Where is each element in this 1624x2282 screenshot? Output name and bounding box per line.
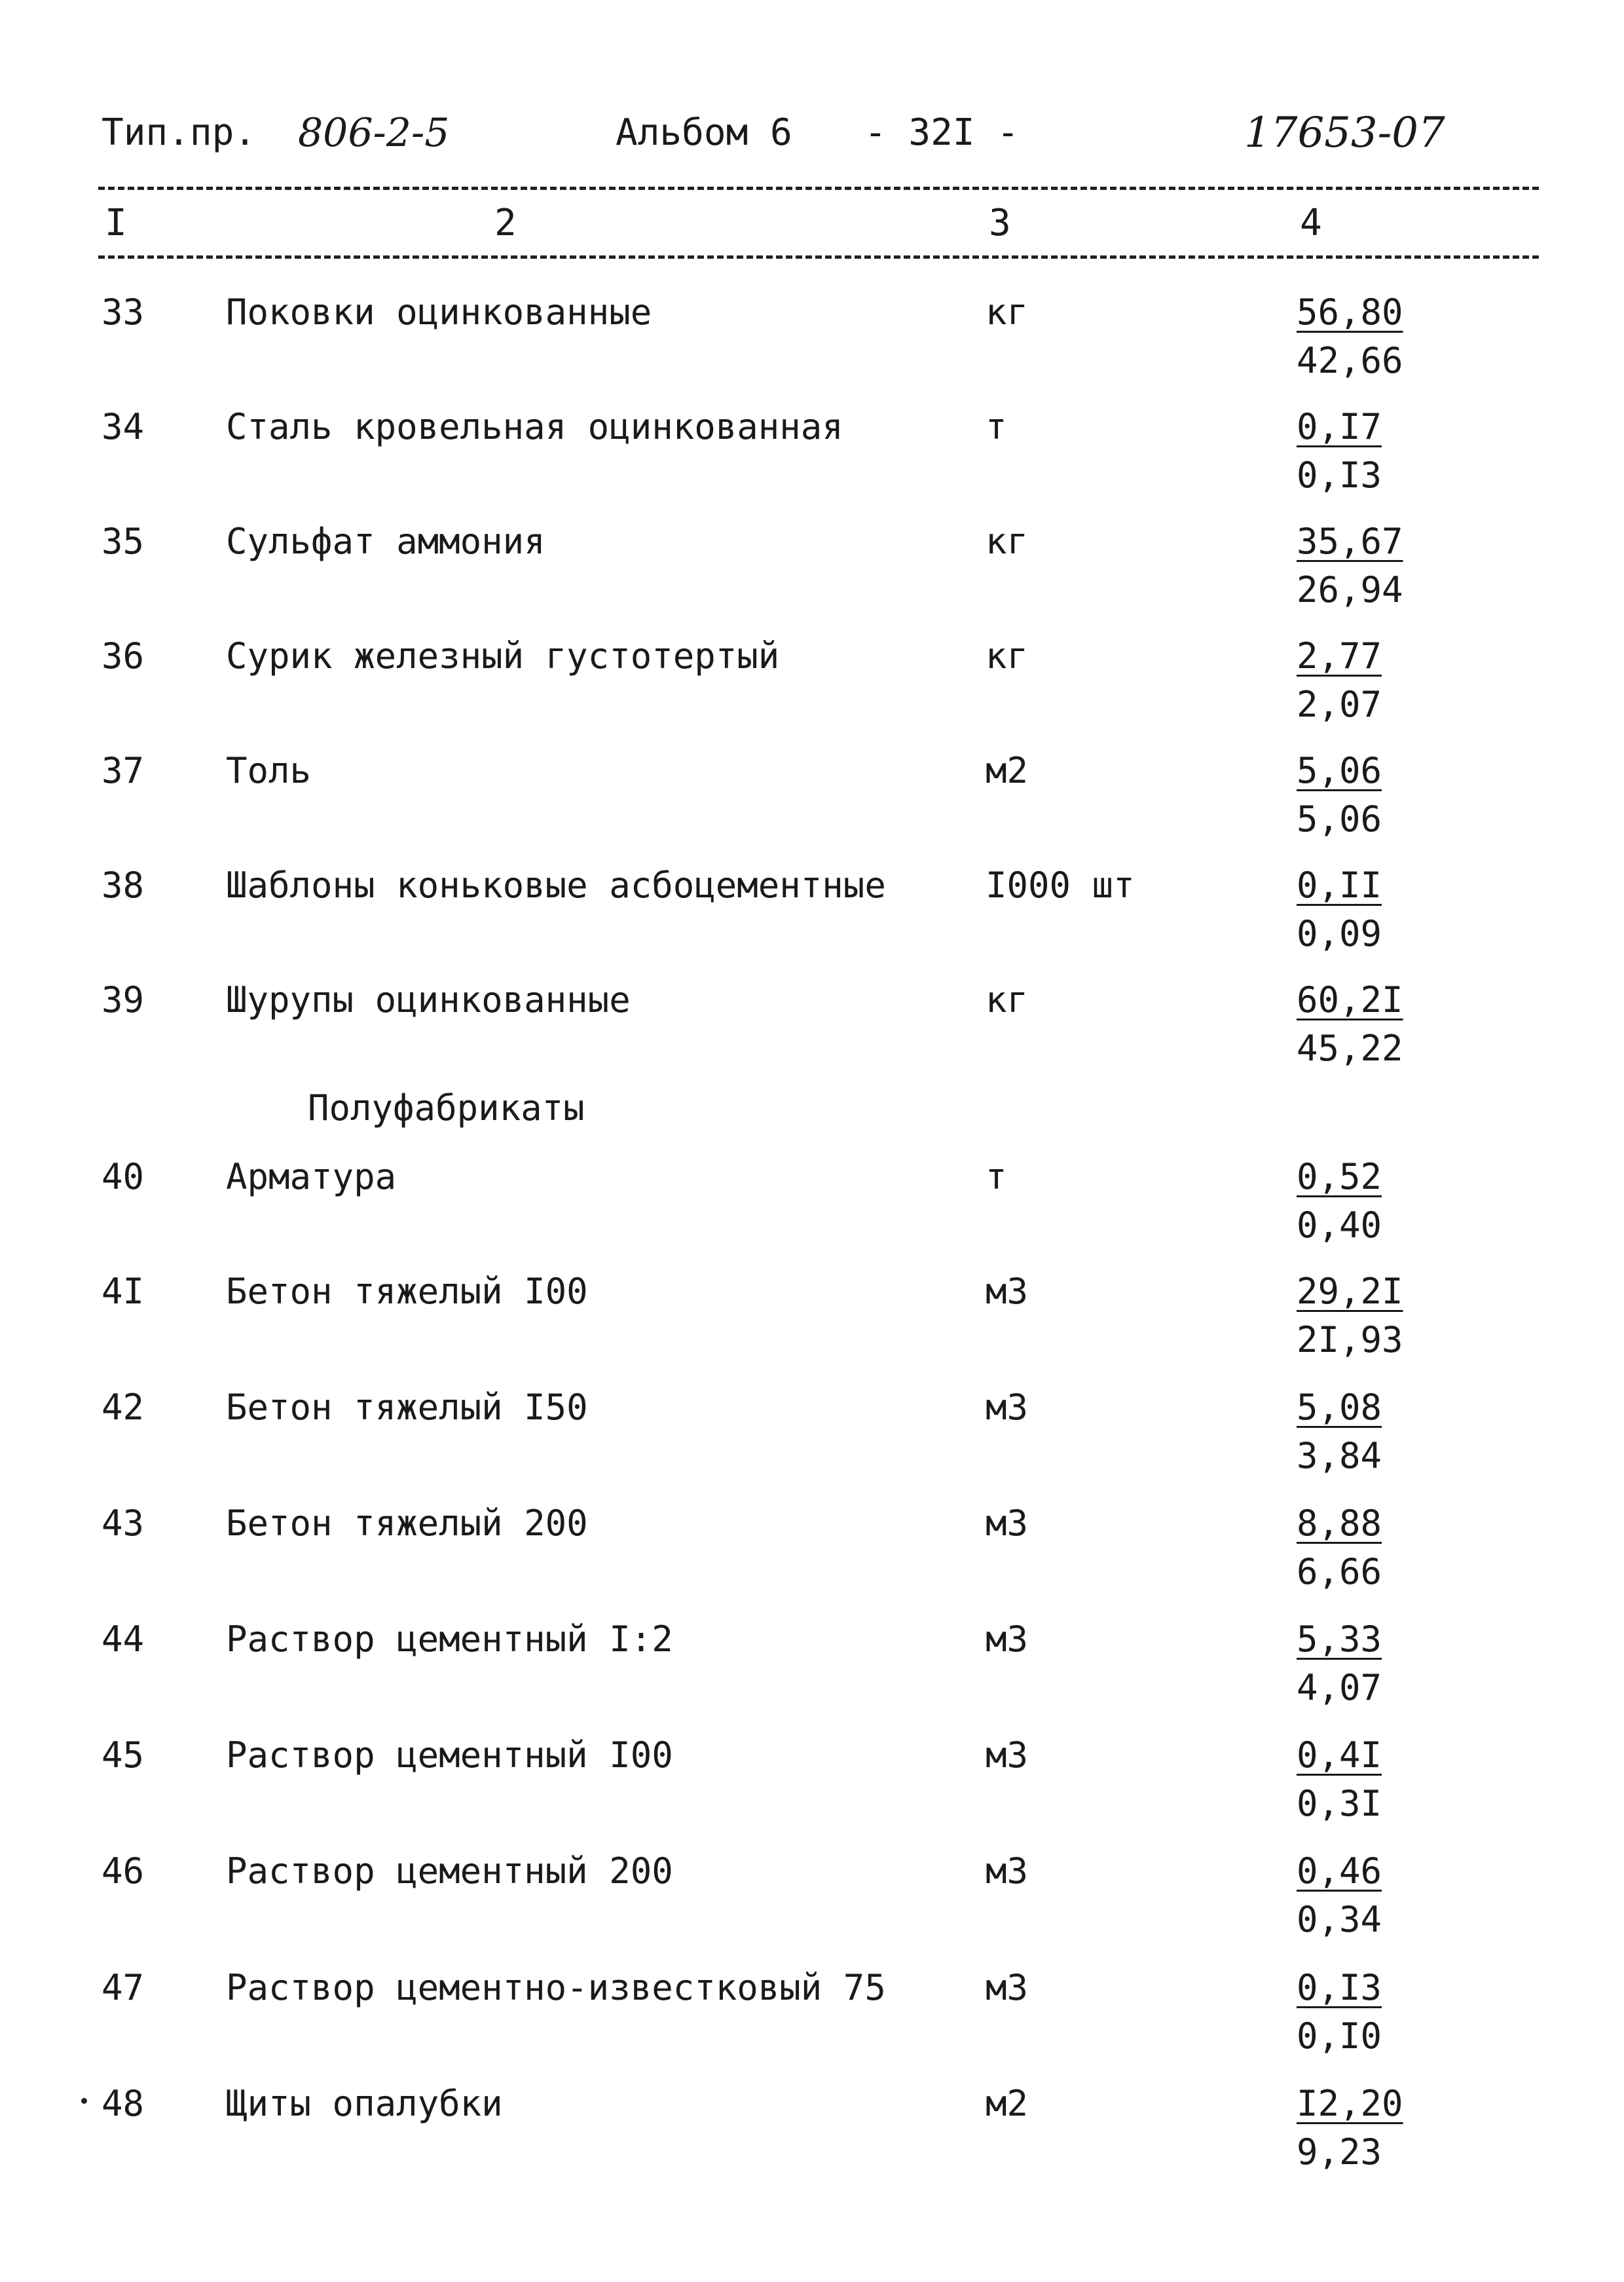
row-value-top: 0,46 — [1297, 1850, 1382, 1892]
table-row — [0, 1387, 1624, 1498]
row-value-top: 0,4I — [1297, 1734, 1382, 1776]
row-number: 40 — [101, 1156, 145, 1197]
row-unit: кг — [986, 979, 1029, 1020]
row-number: 36 — [101, 635, 145, 677]
table-row — [0, 291, 1624, 403]
row-value-bottom: 5,06 — [1297, 798, 1382, 840]
row-value-top: 0,II — [1297, 865, 1382, 906]
row-unit: кг — [986, 291, 1029, 333]
row-unit: кг — [986, 635, 1029, 677]
column-header-3: 3 — [989, 202, 1011, 244]
row-unit: м3 — [986, 1850, 1029, 1892]
table-row — [0, 2083, 1624, 2194]
row-value-bottom: 0,09 — [1297, 913, 1382, 954]
row-number: 47 — [101, 1967, 145, 2008]
row-value-bottom: 0,I3 — [1297, 455, 1382, 496]
column-header-4: 4 — [1300, 202, 1322, 244]
row-value-bottom: 4,07 — [1297, 1667, 1382, 1708]
section-title: Полуфабрикаты — [308, 1087, 585, 1129]
row-number: 42 — [101, 1387, 145, 1428]
header-divider-top — [98, 187, 1539, 190]
row-number: 37 — [101, 750, 145, 791]
row-value-top: 8,88 — [1297, 1503, 1382, 1544]
row-number: 45 — [101, 1734, 145, 1776]
row-number: 4I — [101, 1271, 145, 1312]
header-album: Альбом 6 — [616, 111, 792, 154]
row-name: Шаблоны коньковые асбоцементные — [226, 865, 886, 906]
row-number: 38 — [101, 865, 145, 906]
row-name: Раствор цементный 200 — [226, 1850, 673, 1892]
row-unit: м3 — [986, 1387, 1029, 1428]
table-row — [0, 1271, 1624, 1382]
row-value-top: 35,67 — [1297, 521, 1403, 562]
row-number: 39 — [101, 979, 145, 1020]
row-name: Шурупы оцинкованные — [226, 979, 631, 1020]
row-value-bottom: 45,22 — [1297, 1028, 1403, 1069]
row-value-top: 56,80 — [1297, 291, 1403, 333]
row-name: Бетон тяжелый I50 — [226, 1387, 588, 1428]
table-row — [0, 1618, 1624, 1730]
row-unit: м3 — [986, 1503, 1029, 1544]
row-name: Раствор цементно-известковый 75 — [226, 1967, 886, 2008]
row-value-top: 60,2I — [1297, 979, 1403, 1020]
row-value-bottom: 2I,93 — [1297, 1319, 1403, 1360]
row-name: Сурик железный густотертый — [226, 635, 780, 677]
row-number: 33 — [101, 291, 145, 333]
row-value-bottom: 2,07 — [1297, 684, 1382, 725]
row-name: Раствор цементный I:2 — [226, 1618, 673, 1660]
table-row — [0, 406, 1624, 517]
header-project-code: 806-2-5 — [298, 110, 450, 156]
table-row — [0, 1156, 1624, 1267]
row-value-top: 5,33 — [1297, 1618, 1382, 1660]
header-type-label: Тип.пр. — [101, 111, 257, 154]
row-value-bottom: 6,66 — [1297, 1551, 1382, 1592]
row-name: Арматура — [226, 1156, 397, 1197]
row-value-bottom: 0,I0 — [1297, 2015, 1382, 2057]
row-unit: м2 — [986, 750, 1029, 791]
table-row — [0, 1734, 1624, 1846]
table-row — [0, 979, 1624, 1091]
row-name: Сульфат аммония — [226, 521, 545, 562]
table-row — [0, 1967, 1624, 2078]
row-unit: м3 — [986, 1967, 1029, 2008]
row-value-bottom: 0,34 — [1297, 1899, 1382, 1940]
row-value-bottom: 42,66 — [1297, 340, 1403, 381]
row-unit: I000 шт — [986, 865, 1135, 906]
row-number: 46 — [101, 1850, 145, 1892]
row-value-bottom: 0,40 — [1297, 1205, 1382, 1246]
row-unit: т — [986, 1156, 1007, 1197]
header-page-number: - 32I - — [864, 111, 1020, 154]
row-value-top: 29,2I — [1297, 1271, 1403, 1312]
row-value-bottom: 9,23 — [1297, 2131, 1382, 2173]
row-name: Бетон тяжелый I00 — [226, 1271, 588, 1312]
row-value-bottom: 0,3I — [1297, 1783, 1382, 1824]
row-number: 35 — [101, 521, 145, 562]
row-value-top: 0,I3 — [1297, 1967, 1382, 2008]
column-header-1: I — [105, 202, 127, 244]
table-row — [0, 635, 1624, 747]
row-unit: кг — [986, 521, 1029, 562]
row-unit: м3 — [986, 1271, 1029, 1312]
row-name: Сталь кровельная оцинкованная — [226, 406, 843, 447]
row-unit: т — [986, 406, 1007, 447]
row-value-top: 5,08 — [1297, 1387, 1382, 1428]
table-row — [0, 750, 1624, 861]
row-number: 48 — [101, 2083, 145, 2124]
row-name: Бетон тяжелый 200 — [226, 1503, 588, 1544]
table-row — [0, 1503, 1624, 1614]
row-value-top: 0,52 — [1297, 1156, 1382, 1197]
row-number: 34 — [101, 406, 145, 447]
row-name: Щиты опалубки — [226, 2083, 503, 2124]
row-name: Толь — [226, 750, 312, 791]
row-name: Раствор цементный I00 — [226, 1734, 673, 1776]
header-doc-number: 17653-07 — [1244, 109, 1445, 157]
row-number: 43 — [101, 1503, 145, 1544]
row-value-top: 5,06 — [1297, 750, 1382, 791]
row-value-top: 0,I7 — [1297, 406, 1382, 447]
row-unit: м2 — [986, 2083, 1029, 2124]
row-number: 44 — [101, 1618, 145, 1660]
row-value-top: 2,77 — [1297, 635, 1382, 677]
column-header-2: 2 — [494, 202, 517, 244]
table-row — [0, 865, 1624, 976]
row-unit: м3 — [986, 1618, 1029, 1660]
table-row — [0, 1850, 1624, 1962]
table-row — [0, 521, 1624, 632]
row-value-bottom: 26,94 — [1297, 569, 1403, 610]
row-value-bottom: 3,84 — [1297, 1435, 1382, 1476]
header-divider-bottom — [98, 255, 1539, 259]
row-name: Поковки оцинкованные — [226, 291, 652, 333]
row-unit: м3 — [986, 1734, 1029, 1776]
row-value-top: I2,20 — [1297, 2083, 1403, 2124]
